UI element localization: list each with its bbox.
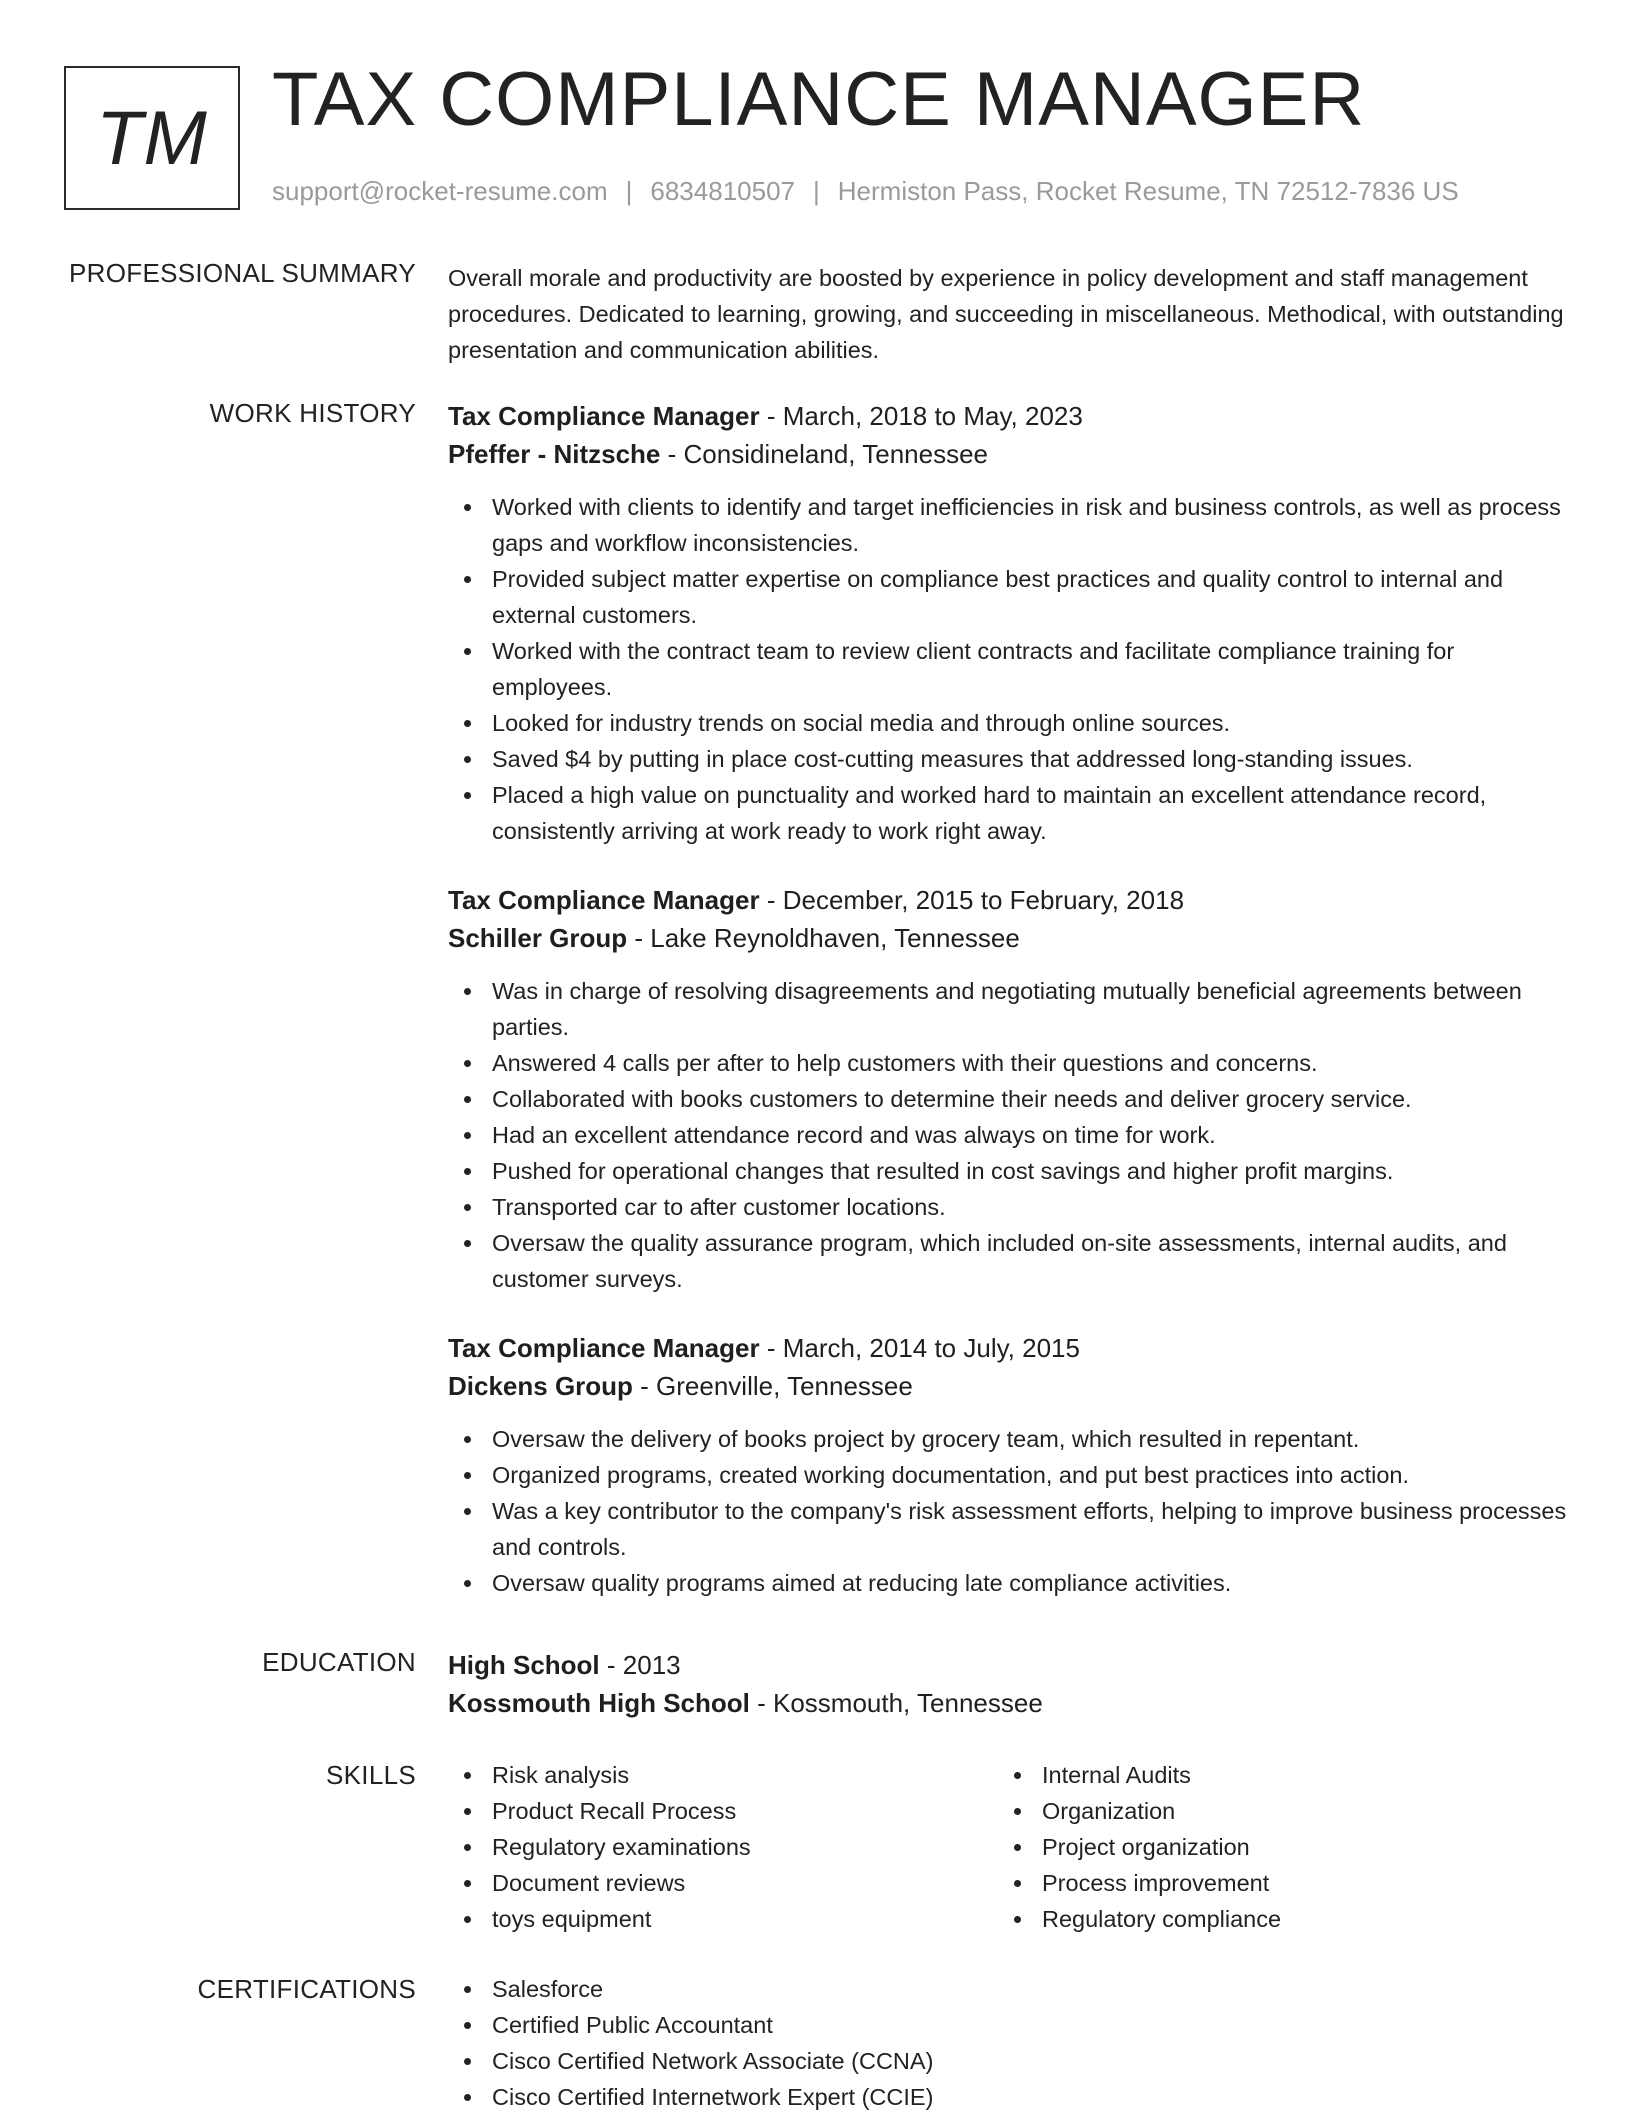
job-title-line (448, 1329, 1568, 1367)
job-company: Dickens Group (448, 1371, 633, 1401)
education-location: - Kossmouth, Tennessee (749, 1688, 1043, 1718)
job-location: - Considineland, Tennessee (660, 439, 989, 469)
job-bullet: Was a key contributor to the company's risk assessment efforts, helping to improve business processes and controls. (448, 1493, 1568, 1565)
certification-item: Cisco Certified Internetwork Expert (CCIE) (448, 2079, 1568, 2112)
certification-item: Certified Public Accountant (448, 2007, 1568, 2043)
contact-phone: 6834810507 (650, 176, 795, 206)
section-label-work-history: WORK HISTORY (209, 398, 416, 428)
job-bullets (448, 973, 1568, 1297)
job-bullet: Worked with the contract team to review client contracts and facilitate compliance training for employees. (448, 633, 1568, 705)
contact-separator: | (625, 176, 633, 206)
certifications-list (448, 1971, 1568, 2112)
job-entry (448, 397, 1568, 849)
job-bullets (448, 1421, 1568, 1601)
skill-item: toys equipment (448, 1901, 998, 1937)
contact-email: support@rocket-resume.com (272, 176, 608, 206)
section-label-summary: PROFESSIONAL SUMMARY (69, 258, 416, 288)
certifications-body (448, 1971, 1568, 2112)
section-label-skills: SKILLS (326, 1760, 416, 1790)
skill-item: Regulatory examinations (448, 1829, 998, 1865)
job-list (448, 397, 1568, 1633)
skill-item: Project organization (998, 1829, 1548, 1865)
job-company: Pfeffer - Nitzsche (448, 439, 661, 469)
skill-item: Process improvement (998, 1865, 1548, 1901)
job-dates: - March, 2014 to July, 2015 (759, 1333, 1080, 1363)
job-location: - Greenville, Tennessee (632, 1371, 913, 1401)
skill-item: Organization (998, 1793, 1548, 1829)
job-bullet: Organized programs, created working documentation, and put best practices into action. (448, 1457, 1568, 1493)
job-title: Tax Compliance Manager (448, 885, 760, 915)
job-dates: - March, 2018 to May, 2023 (759, 401, 1083, 431)
job-bullet: Answered 4 calls per after to help customers with their questions and concerns. (448, 1045, 1568, 1081)
monogram-logo: TM (64, 66, 240, 210)
skills-list-right (998, 1757, 1548, 1937)
education-year: - 2013 (599, 1650, 681, 1680)
job-bullet: Worked with clients to identify and target inefficiencies in risk and business controls, as well as process gaps and workflow inconsistencies. (448, 489, 1568, 561)
job-bullet: Placed a high value on punctuality and worked hard to maintain an excellent attendance record, consistently arriving at work ready to work right away. (448, 777, 1568, 849)
job-bullet: Was in charge of resolving disagreements and negotiating mutually beneficial agreements between parties. (448, 973, 1568, 1045)
job-dates: - December, 2015 to February, 2018 (759, 885, 1185, 915)
education-school-line (448, 1684, 1568, 1722)
job-bullet: Saved $4 by putting in place cost-cutting measures that addressed long-standing issues. (448, 741, 1568, 777)
job-bullet: Oversaw the delivery of books project by grocery team, which resulted in repentant. (448, 1421, 1568, 1457)
job-entry (448, 1329, 1568, 1601)
job-entry (448, 881, 1568, 1297)
certification-item: Salesforce (448, 1971, 1568, 2007)
job-bullet: Transported car to after customer locations. (448, 1189, 1568, 1225)
job-bullet: Oversaw quality programs aimed at reducing late compliance activities. (448, 1565, 1568, 1601)
certification-item: Cisco Certified Network Associate (CCNA) (448, 2043, 1568, 2079)
education-entry (448, 1646, 1568, 1722)
skill-item: Document reviews (448, 1865, 998, 1901)
contact-address: Hermiston Pass, Rocket Resume, TN 72512-7836 US (837, 176, 1459, 206)
skill-item: Internal Audits (998, 1757, 1548, 1793)
job-bullet: Pushed for operational changes that resulted in cost savings and higher profit margins. (448, 1153, 1568, 1189)
job-title: Tax Compliance Manager (448, 1333, 760, 1363)
job-bullet: Provided subject matter expertise on compliance best practices and quality control to internal and external customers. (448, 561, 1568, 633)
contact-line (272, 176, 1459, 207)
job-title-line (448, 397, 1568, 435)
job-company: Schiller Group (448, 923, 628, 953)
job-company-line (448, 919, 1568, 957)
job-title-line (448, 881, 1568, 919)
contact-separator: | (813, 176, 820, 206)
job-title: Tax Compliance Manager (448, 401, 760, 431)
education-degree-line (448, 1646, 1568, 1684)
job-bullet: Looked for industry trends on social media and through online sources. (448, 705, 1568, 741)
education-degree: High School (448, 1650, 600, 1680)
section-label-certifications: CERTIFICATIONS (197, 1974, 416, 2004)
skill-item: Risk analysis (448, 1757, 998, 1793)
job-bullet: Oversaw the quality assurance program, which included on-site assessments, internal audits, and customer surveys. (448, 1225, 1568, 1297)
education-school: Kossmouth High School (448, 1688, 750, 1718)
job-company-line (448, 435, 1568, 473)
skill-item: Product Recall Process (448, 1793, 998, 1829)
job-bullet: Had an excellent attendance record and was always on time for work. (448, 1117, 1568, 1153)
skills-columns (448, 1757, 1568, 1937)
summary-text: Overall morale and productivity are boosted by experience in policy development and staff management procedures. Dedicated to learning, growing, and succeeding in miscellaneous. Methodical, with outstanding presentation and communication abilities. (448, 265, 1564, 363)
job-bullet: Collaborated with books customers to determine their needs and deliver grocery service. (448, 1081, 1568, 1117)
job-location: - Lake Reynoldhaven, Tennessee (627, 923, 1020, 953)
job-bullets (448, 489, 1568, 849)
resume-title: TAX COMPLIANCE MANAGER (272, 57, 1366, 142)
section-label-education: EDUCATION (262, 1647, 416, 1677)
job-company-line (448, 1367, 1568, 1405)
skill-item: Regulatory compliance (998, 1901, 1548, 1937)
skills-list-left (448, 1757, 998, 1937)
